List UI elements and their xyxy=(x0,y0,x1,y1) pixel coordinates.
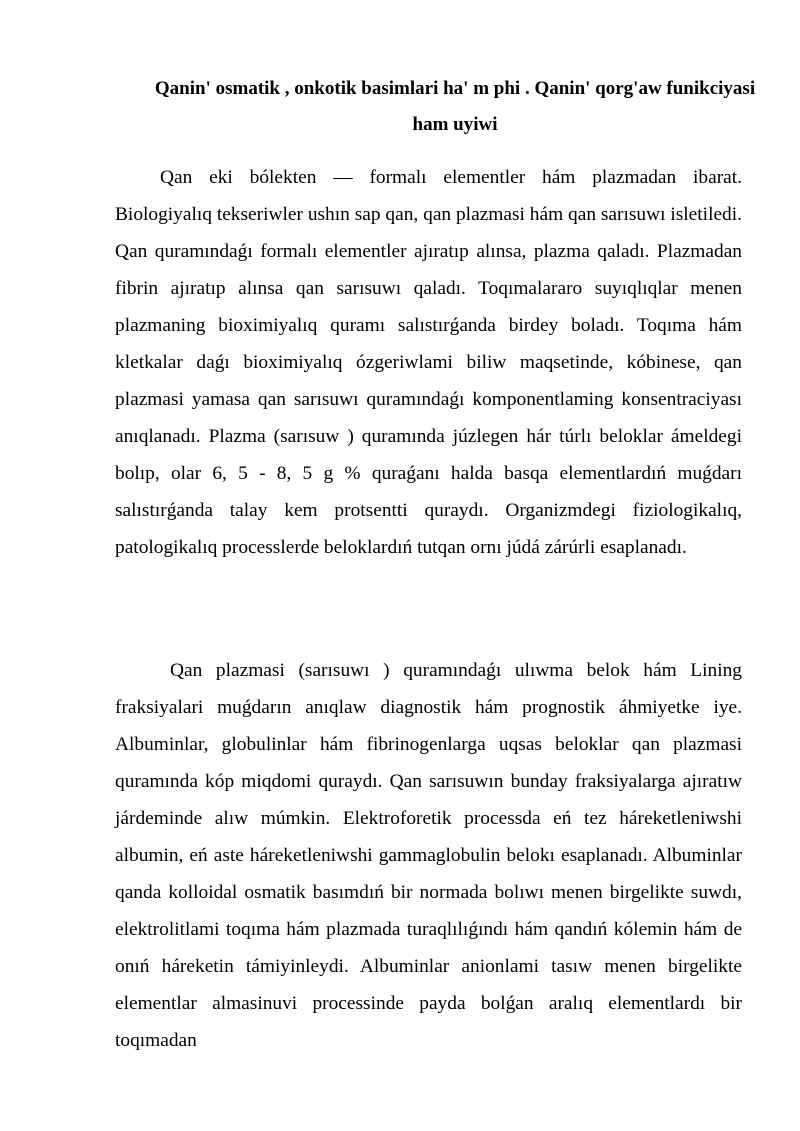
page-title: Qanin' osmatik , onkotik basimlari ha' m phi . Qanin' qorg'aw funikciyasi ham uyiwi xyxy=(154,78,756,135)
paragraph-1: Qan eki bólekten — formalı elementler hám plazmadan ibarat. Biologiyalıq tekseriwler ushın sap qan, qan plazmasi hám qan sarısuwı isletiledi. Qan quramındaǵı formalı elementler ajıratıp alınsa, plazma qaladı. Plazmadan fibrin ajıratıp alınsa qan sarısuwı qaladı. Toqımalararo suyıqlıqlar menen plazmaning bioximiyalıq quramı salıstırǵanda birdey boladı. Toqıma hám kletkalar daǵı bioximiyalıq ózgeriwlami biliw maqsetinde, kóbinese, qan plazmasi yamasa qan sarısuwı quramındaǵı komponentlaming konsentraciyası anıqlanadı. Plazma (sarısuw ) quramında júzlegen hár túrlı beloklar ámeldegi bolıp, olar 6, 5 - 8, 5 g % quraǵanı halda basqa elementlardıń muǵdarı salıstırǵanda talay kem protsentti quraydı. Organizmdegi fiziologikalıq, patologikalıq processlerde beloklardıń tutqan ornı júdá zárúrli esaplanadı. xyxy=(115,167,742,558)
paragraph-2: Qan plazmasi (sarısuwı ) quramındaǵı ulıwma belok hám Lining fraksiyalari muǵdarın anıqlaw diagnostik hám prognostik áhmiyetke iye. Albuminlar, globulinlar hám fibrinogenlarga uqsas beloklar qan plazmasi quramında kóp miqdomi quraydı. Qan sarısuwın bunday fraksiyalarga ajıratıw járdeminde alıw múmkin. Elektroforetik processda eń tez háreketleniwshi albumin, eń aste háreketleniwshi gammaglobulin belokı esaplanadı. Albuminlar qanda kolloidal osmatik basımdıń bir normada bolıwı menen birgelikte suwdı, elektrolitlami toqıma hám plazmada turaqlılıǵındı hám qandıń kólemin hám de onıń háreketin támiyinleydi. Albuminlar anionlami tasıw menen birgelikte elementlar almasinuvi processinde payda bolǵan aralıq elementlardı bir toqımadan xyxy=(115,660,742,1051)
